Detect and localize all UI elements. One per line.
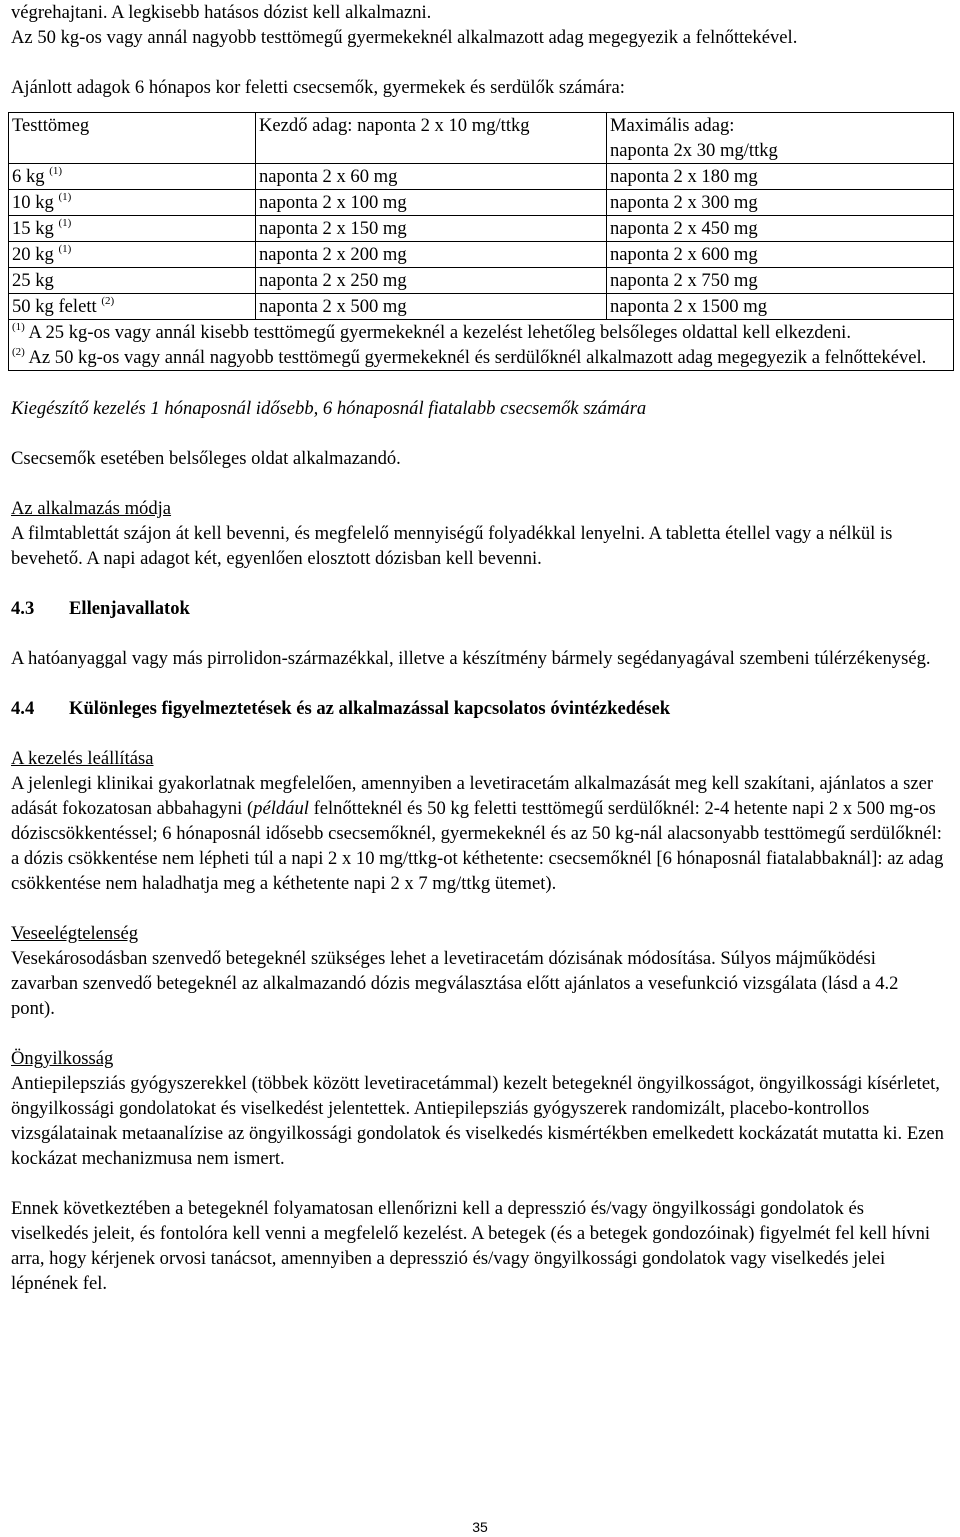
- weight-cell: 10 kg $^{(1)}$: [9, 190, 256, 216]
- addon-heading: Kiegészítő kezelés 1 hónaposnál idősebb, 6 hónaposnál fiatalabb csecsemők számára: [11, 398, 647, 419]
- header-weight: Testtömeg: [9, 113, 256, 164]
- suicide-heading: Öngyilkosság: [11, 1048, 114, 1069]
- intro-block: [11, 0, 946, 100]
- renal-text: Vesekárosodásban szenvedő betegeknél szükséges lehet a levetiracetám dózisának módosítása. Súlyos májműködési zavarban szenvedő betegeknél az alkalmazandó dózis megválasztása előtt ajánlatos a vesefunkció vizsgálata (lásd a 4.2 pont).: [11, 948, 899, 1019]
- max-dose-cell: naponta 2 x 180 mg: [607, 164, 954, 190]
- administration-text: A filmtablettát szájon át kell bevenni, és megfelelő mennyiségű folyadékkal lenyelni. A tabletta étellel vagy a nélkül is bevehető. A napi adagot két, egyenlően elosztott dózisban kell bevenni.: [11, 523, 893, 569]
- table-row: [9, 294, 954, 320]
- weight-cell: 6 kg $^{(1)}$: [9, 164, 256, 190]
- start-dose-cell: naponta 2 x 250 mg: [256, 268, 607, 294]
- section-4-3-heading: 4.3 Ellenjavallatok: [11, 598, 190, 619]
- document-page: [11, 0, 946, 1296]
- suicide-text-2: Ennek következtében a betegeknél folyamatosan ellenőrizni kell a depresszió és/vagy öngyilkossági gondolatok és viselkedés jeleit, és fontolóra kell venni a megfelelő kezelést. A betegek (és a betegek gondozóinak) figyelmét fel kell hívni arra, hogy kérjenek orvosi tanácsot, amennyiben a depresszió és/vagy öngyilkossági gondolatok vagy viselkedés jelei lépnének fel.: [11, 1198, 931, 1294]
- max-dose-cell: naponta 2 x 450 mg: [607, 216, 954, 242]
- start-dose-cell: naponta 2 x 500 mg: [256, 294, 607, 320]
- recommended-doses-heading: Ajánlott adagok 6 hónapos kor feletti csecsemők, gyermekek és serdülők számára:: [11, 77, 625, 98]
- header-start-dose: Kezdő adag: naponta 2 x 10 mg/ttkg: [256, 113, 607, 164]
- administration-heading: Az alkalmazás módja: [11, 498, 172, 519]
- discontinuation-text: A jelenlegi klinikai gyakorlatnak megfelelően, amennyiben a levetiracetám alkalmazását meg kell szakítani, ajánlatos a szer adását fokozatosan abbahagyni (például felnőtteknél és 50 kg feletti testtömegű serdülőknél: 2-4 hetente napi 2 x 500 mg-os dóziscsökkentéssel; 6 hónaposnál idősebb csecsemőknél, gyermekeknél és az 50 kg-nál alacsonyabb testtömegű serdülőknél: a dózis csökkentése nem lépheti túl a napi 2 x 10 mg/ttkg-ot kéthetente: csecsemőknél [6 hónaposnál fiatalabbaknál]: az adag csökkentése nem haladhatja meg a kéthetente napi 2 x 7 mg/ttkg ütemet).: [11, 773, 944, 894]
- intro-line-1: végrehajtani. A legkisebb hatásos dózist kell alkalmazni.: [11, 2, 432, 23]
- start-dose-cell: naponta 2 x 60 mg: [256, 164, 607, 190]
- table-footnotes: [9, 320, 954, 371]
- header-max-dose: Maximális adag: naponta 2x 30 mg/ttkg: [607, 113, 954, 164]
- page-number: 35: [472, 1519, 488, 1535]
- section-4-4-heading: 4.4 Különleges figyelmeztetések és az alkalmazással kapcsolatos óvintézkedések: [11, 698, 671, 719]
- discontinuation-heading: A kezelés leállítása: [11, 748, 154, 769]
- weight-cell: 25 kg: [9, 268, 256, 294]
- max-dose-cell: naponta 2 x 750 mg: [607, 268, 954, 294]
- table-row: [9, 190, 954, 216]
- max-dose-cell: naponta 2 x 600 mg: [607, 242, 954, 268]
- table-row: [9, 268, 954, 294]
- max-dose-cell: naponta 2 x 300 mg: [607, 190, 954, 216]
- table-row: [9, 216, 954, 242]
- weight-cell: 50 kg felett $^{(2)}$: [9, 294, 256, 320]
- max-dose-cell: naponta 2 x 1500 mg: [607, 294, 954, 320]
- footnote-2: $^{(2)}$ Az 50 kg-os vagy annál nagyobb testtömegű gyermekeknél és serdülőknél alkalmazott adag megegyezik a felnőttekével.: [12, 346, 927, 368]
- table-row: [9, 164, 954, 190]
- intro-line-2: Az 50 kg-os vagy annál nagyobb testtömegű gyermekeknél alkalmazott adag megegyezik a felnőttekével.: [11, 27, 798, 48]
- start-dose-cell: naponta 2 x 200 mg: [256, 242, 607, 268]
- dose-table: [8, 112, 954, 371]
- weight-cell: 20 kg $^{(1)}$: [9, 242, 256, 268]
- start-dose-cell: naponta 2 x 100 mg: [256, 190, 607, 216]
- table-row: [9, 242, 954, 268]
- footnote-1: $^{(1)}$ A 25 kg-os vagy annál kisebb testtömegű gyermekeknél a kezelést lehetőleg belsőleges oldattal kell elkezdeni.: [12, 321, 851, 343]
- section-4-3-text: A hatóanyaggal vagy más pirrolidon-származékkal, illetve a készítmény bármely segédanyagával szembeni túlérzékenység.: [11, 648, 931, 669]
- start-dose-cell: naponta 2 x 150 mg: [256, 216, 607, 242]
- addon-text: Csecsemők esetében belsőleges oldat alkalmazandó.: [11, 448, 401, 469]
- footnotes-cell: [9, 320, 954, 371]
- dose-table-header: [9, 113, 954, 164]
- renal-heading: Veseelégtelenség: [11, 923, 138, 944]
- suicide-text-1: Antiepilepsziás gyógyszerekkel (többek között levetiracetámmal) kezelt betegeknél öngyilkosságot, öngyilkossági kísérletet, öngyilkossági gondolatokat és viselkedést jelentettek. Antiepilepsziás gyógyszerek randomizált, placebo-kontrollos vizsgálatainak metaanalízise az öngyilkossági gondolatok és viselkedés kismértékben emelkedett kockázatát mutatta ki. Ezen kockázat mechanizmusa nem ismert.: [11, 1073, 944, 1169]
- weight-cell: 15 kg $^{(1)}$: [9, 216, 256, 242]
